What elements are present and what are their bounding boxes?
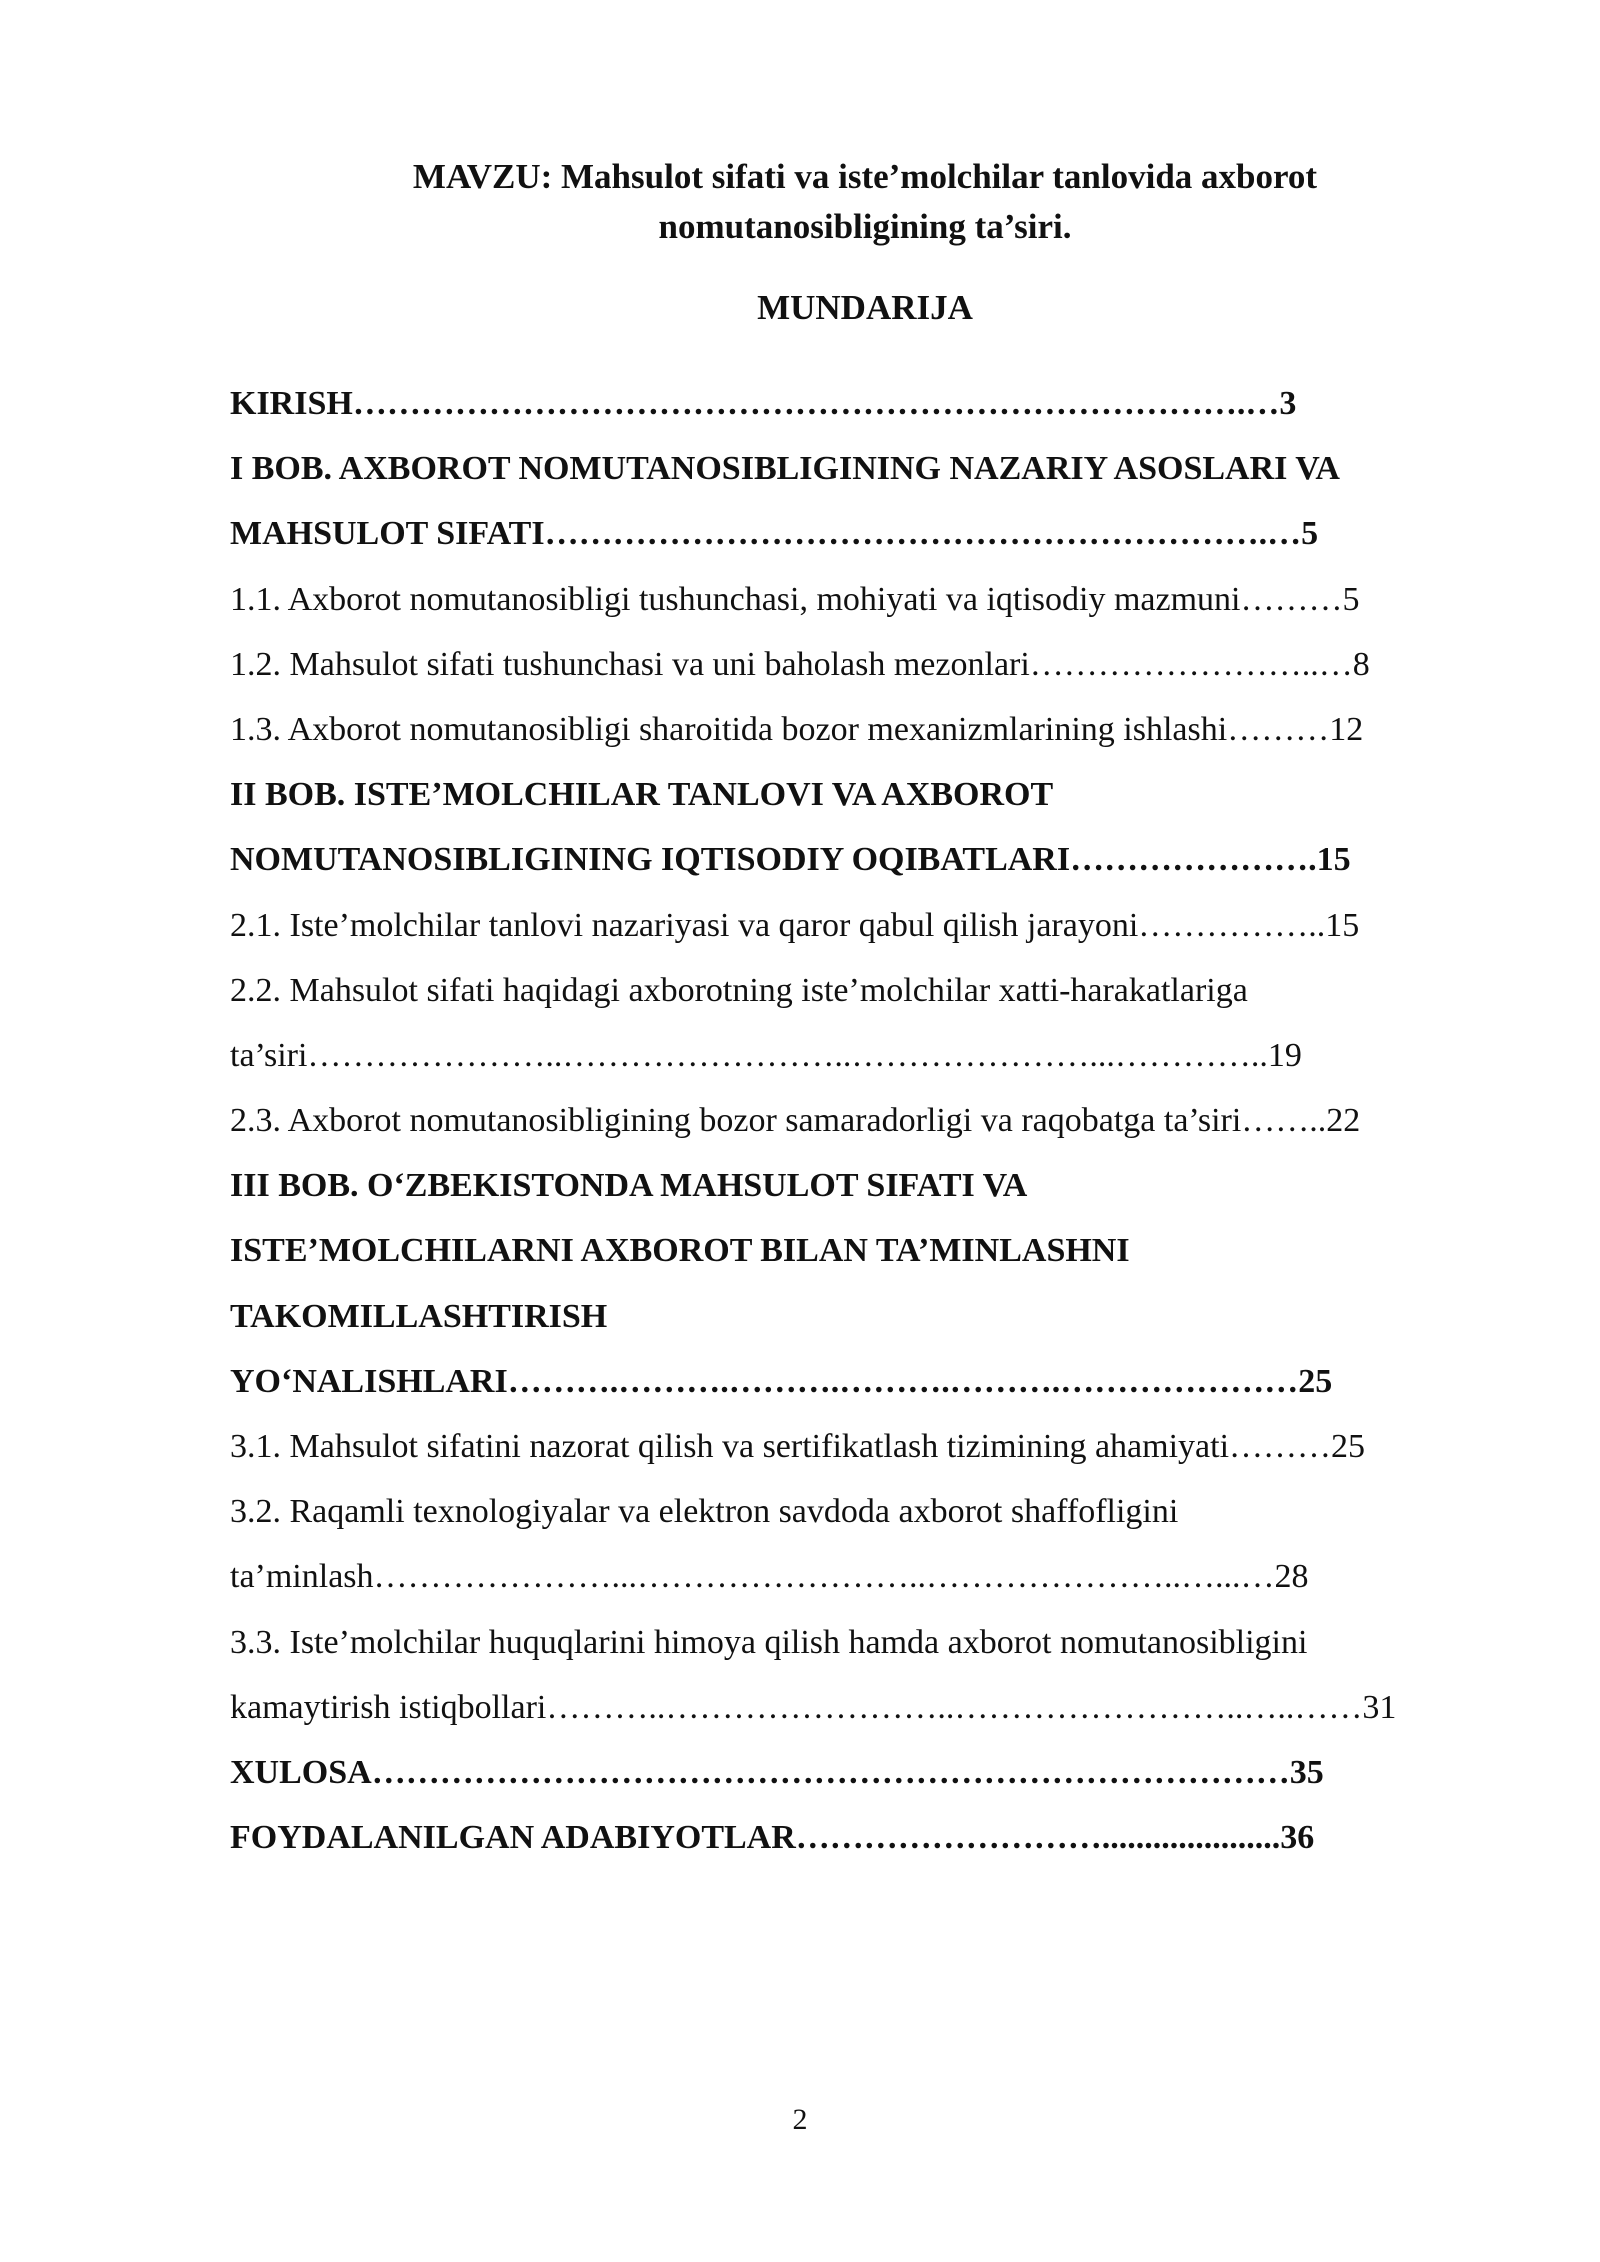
toc-line: FOYDALANILGAN ADABIYOTLAR……………………….....................36 (230, 1819, 1315, 1857)
toc-line: 3.3. Iste’molchilar huquqlarini himoya qilish hamda axborot nomutanosibligini (230, 1623, 1308, 1661)
toc-line: 2.2. Mahsulot sifati haqidagi axborotning iste’molchilar xatti-harakatlariga (230, 971, 1248, 1009)
page-number: 2 (792, 2103, 808, 2136)
toc-line: 2.1. Iste’molchilar tanlovi nazariyasi va qaror qabul qilish jarayoni……………..15 (230, 906, 1360, 944)
table-of-contents (230, 379, 1500, 1878)
toc-line: XULOSA………………………………………………………………………35 (230, 1753, 1324, 1791)
toc-line: TAKOMILLASHTIRISH (230, 1297, 608, 1335)
toc-line: ta’minlash…………………...……………………..…………………..…...…28 (230, 1558, 1309, 1596)
toc-line: KIRISH…………………………………………………………………….…3 (230, 385, 1297, 422)
toc-line: ta’siri…………………..……………………..…………………...…………..19 (230, 1036, 1302, 1074)
title-line-2: nomutanosibligining ta’siri. (658, 207, 1072, 246)
toc-line: MAHSULOT SIFATI……………………………………………………….…5 (230, 515, 1319, 553)
toc-line: kamaytirish istiqbollari………..……………………..……………………..…..……31 (230, 1688, 1397, 1726)
title-line-1: MAVZU: Mahsulot sifati va iste’molchilar tanlovida axborot (412, 157, 1318, 196)
toc-line: II BOB. ISTE’MOLCHILAR TANLOVI VA AXBOROT (230, 776, 1054, 814)
toc-line: III BOB. O‘ZBEKISTONDA MAHSULOT SIFATI VA (230, 1167, 1028, 1205)
contents-heading: MUNDARIJA (757, 288, 973, 327)
toc-line: 2.3. Axborot nomutanosibligining bozor samaradorligi va raqobatga ta’siri……..22 (230, 1102, 1361, 1140)
toc-line: 1.3. Axborot nomutanosibligi sharoitida bozor mexanizmlarining ishlashi………12 (230, 710, 1364, 748)
toc-line: NOMUTANOSIBLIGINING IQTISODIY OQIBATLARI………………….15 (230, 841, 1351, 879)
toc-line: 3.1. Mahsulot sifatini nazorat qilish va sertifikatlash tizimining ahamiyati………25 (230, 1428, 1366, 1465)
toc-line: ISTE’MOLCHILARNI AXBOROT BILAN TA’MINLASHNI (230, 1232, 1130, 1270)
toc-line: 3.2. Raqamli texnologiyalar va elektron savdoda axborot shaffofligini (230, 1493, 1179, 1531)
toc-line: YO‘NALISHLARI……….……….……….……….……….…………………25 (230, 1362, 1333, 1400)
document-title (230, 152, 1500, 252)
toc-line: I BOB. AXBOROT NOMUTANOSIBLIGINING NAZARIY ASOSLARI VA (230, 450, 1340, 488)
toc-line: 1.2. Mahsulot sifati tushunchasi va uni baholash mezonlari……………………..…8 (230, 645, 1370, 683)
toc-line: 1.1. Axborot nomutanosibligi tushunchasi, mohiyati va iqtisodiy mazmuni………5 (230, 580, 1360, 618)
